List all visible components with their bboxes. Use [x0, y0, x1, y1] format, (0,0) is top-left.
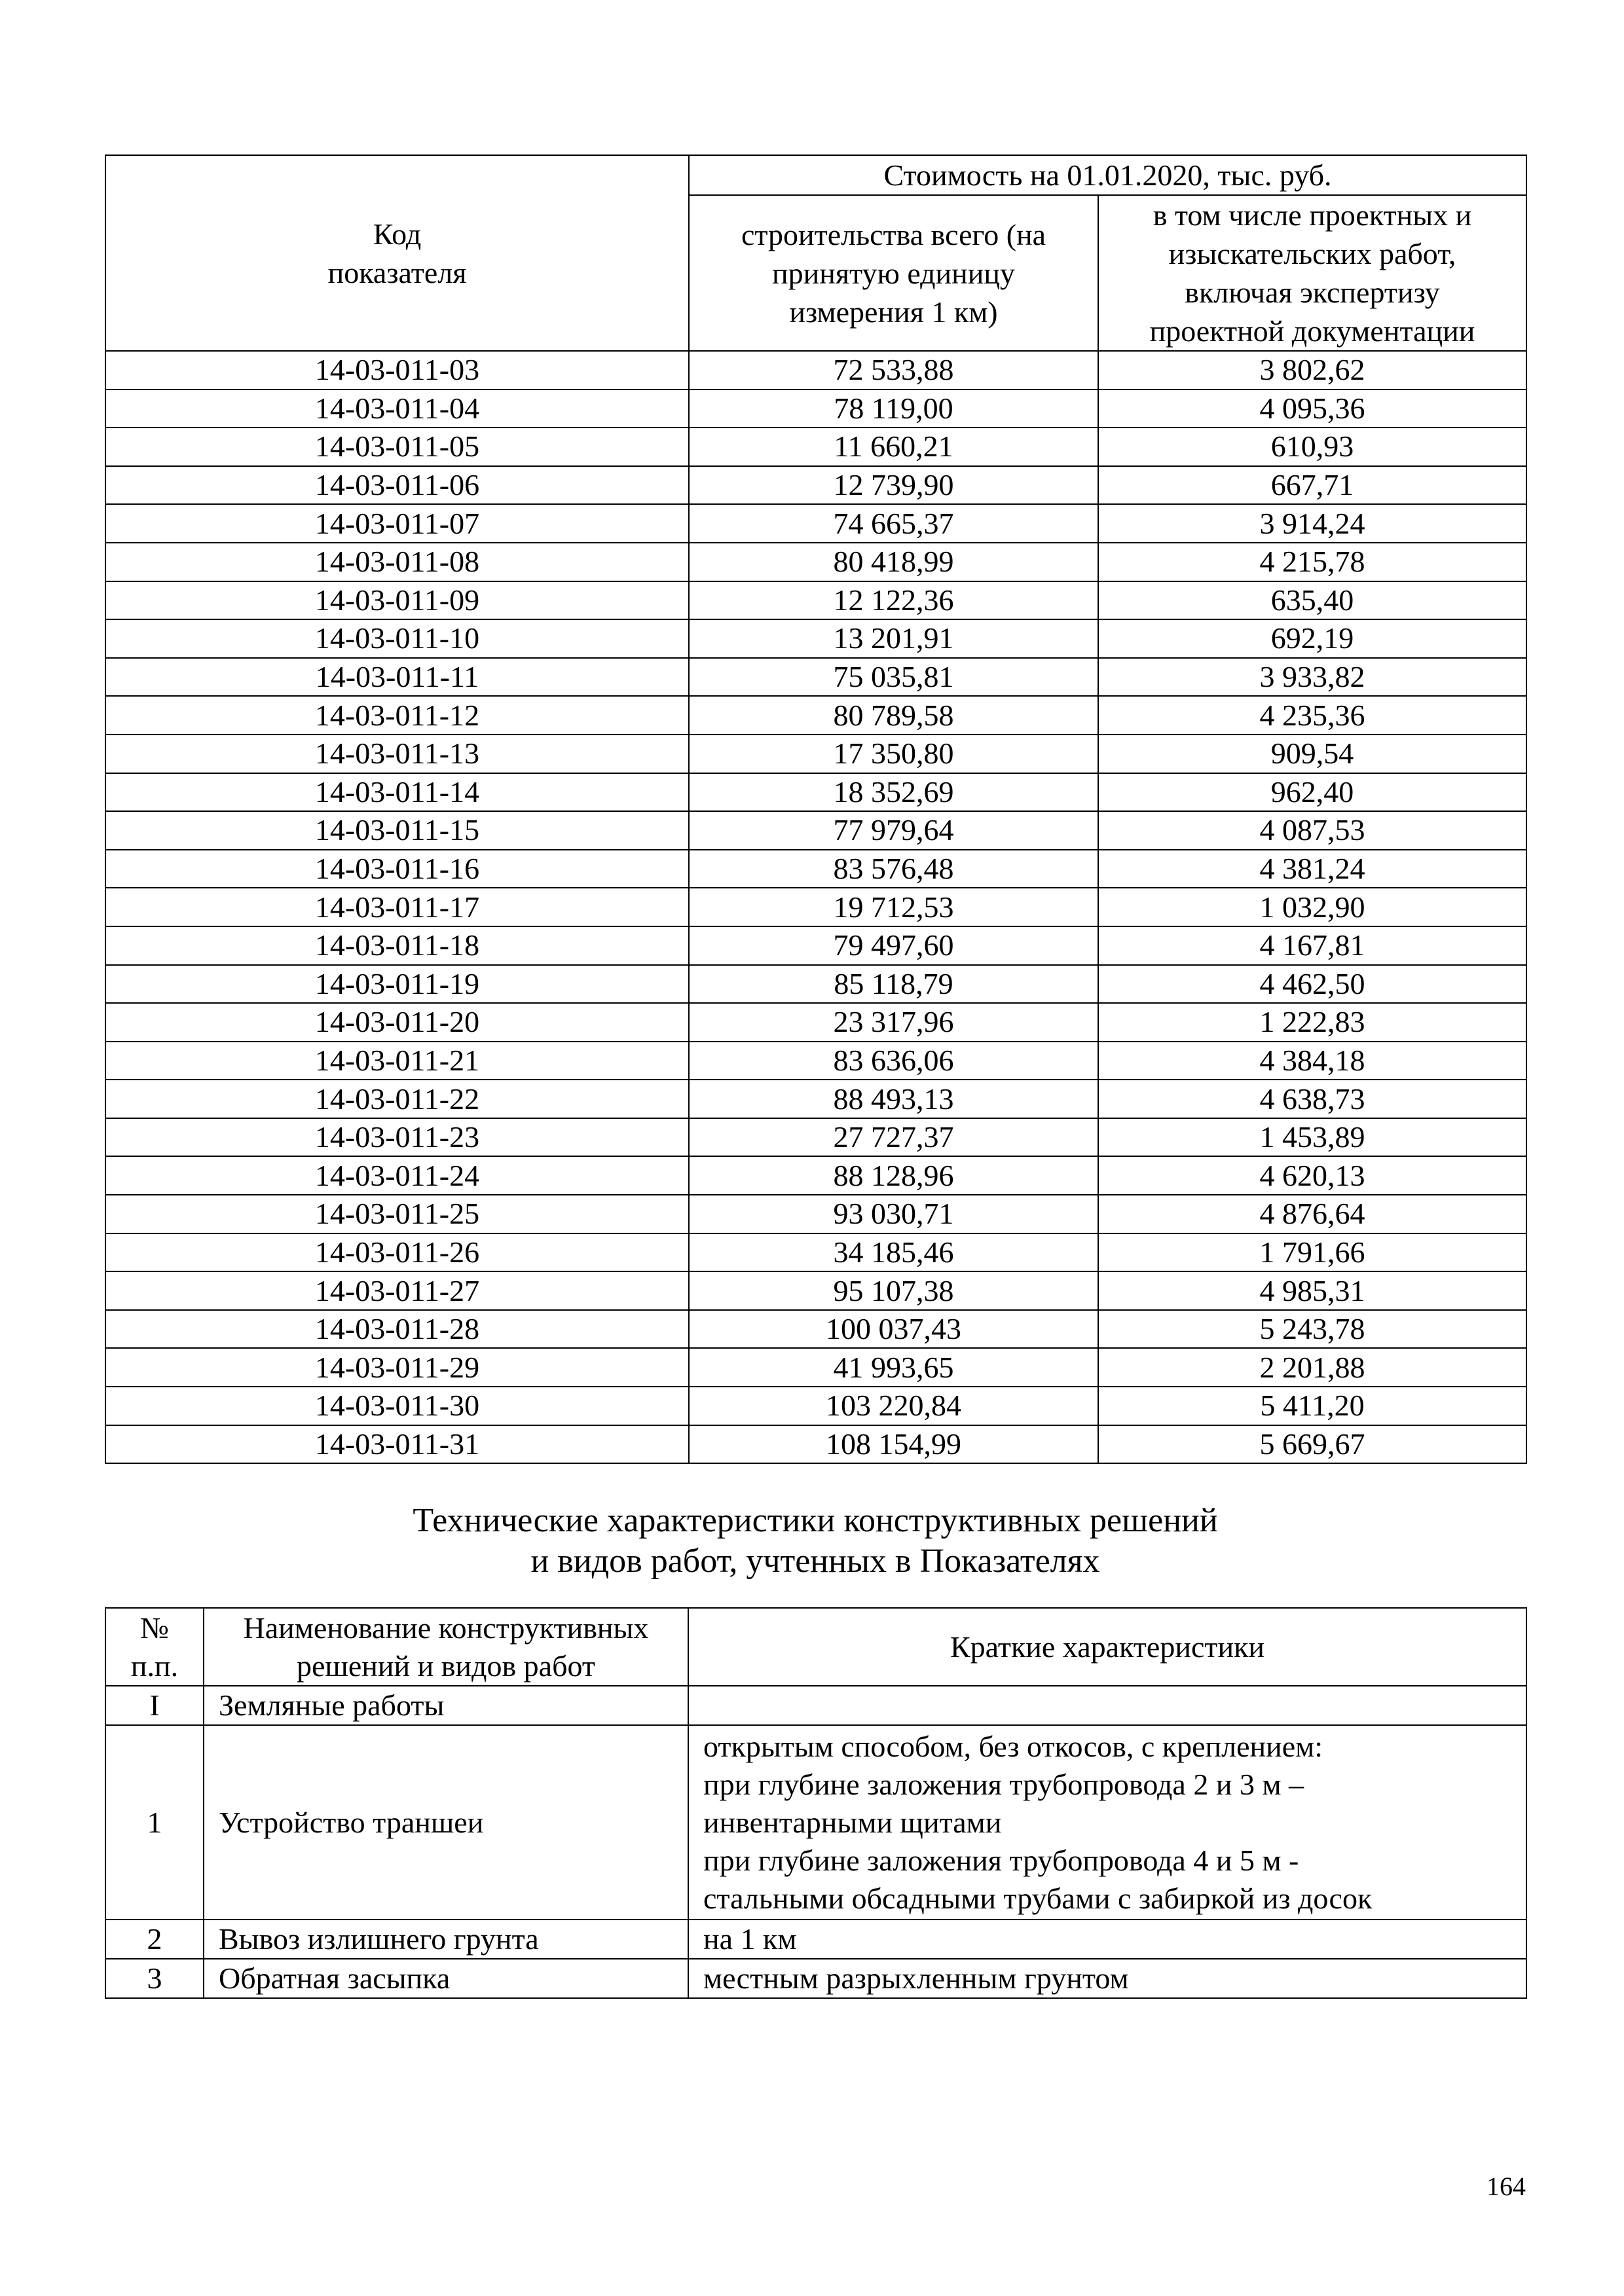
cell-total-cost: 72 533,88 [689, 351, 1098, 390]
desc-line: инвентарными щитами [703, 1805, 1002, 1839]
cell-code: 14-03-011-10 [105, 619, 689, 658]
table-row [105, 1387, 1526, 1425]
table-row [105, 428, 1526, 466]
cell-code: 14-03-011-22 [105, 1080, 689, 1118]
cell-design-cost: 4 167,81 [1098, 926, 1526, 965]
cell-num: I [105, 1686, 204, 1725]
cell-num: 3 [105, 1959, 204, 1998]
cell-desc [688, 1920, 1526, 1959]
cell-total-cost: 108 154,99 [689, 1425, 1098, 1464]
cell-code: 14-03-011-08 [105, 543, 689, 581]
table-row [105, 1195, 1526, 1233]
cell-code: 14-03-011-25 [105, 1195, 689, 1233]
cell-code: 14-03-011-21 [105, 1042, 689, 1080]
header-num: № п.п. [105, 1608, 204, 1686]
cell-code: 14-03-011-17 [105, 888, 689, 926]
section-title-line-2: и видов работ, учтенных в Показателях [530, 1542, 1100, 1580]
cell-design-cost: 3 933,82 [1098, 658, 1526, 697]
cell-design-cost: 962,40 [1098, 773, 1526, 812]
cell-name: Обратная засыпка [204, 1959, 688, 1998]
cell-code: 14-03-011-09 [105, 581, 689, 620]
section-title-line-1: Технические характеристики конструктивных решений [413, 1502, 1218, 1539]
cell-design-cost: 4 620,13 [1098, 1156, 1526, 1195]
cell-code: 14-03-011-24 [105, 1156, 689, 1195]
tech-table [105, 1607, 1527, 1999]
cell-design-cost: 5 411,20 [1098, 1387, 1526, 1425]
desc-line: на 1 км [703, 1922, 797, 1956]
cell-total-cost: 103 220,84 [689, 1387, 1098, 1425]
cell-code: 14-03-011-26 [105, 1233, 689, 1272]
cell-code: 14-03-011-14 [105, 773, 689, 812]
table-row [105, 965, 1526, 1004]
cell-code: 14-03-011-18 [105, 926, 689, 965]
table-row [105, 735, 1526, 773]
table-row [105, 1042, 1526, 1080]
cell-total-cost: 100 037,43 [689, 1310, 1098, 1349]
cell-design-cost: 4 876,64 [1098, 1195, 1526, 1233]
cell-total-cost: 77 979,64 [689, 811, 1098, 850]
cell-design-cost: 3 914,24 [1098, 504, 1526, 543]
cell-code: 14-03-011-29 [105, 1348, 689, 1387]
cell-code: 14-03-011-05 [105, 428, 689, 466]
table-row [105, 466, 1526, 505]
cell-code: 14-03-011-23 [105, 1118, 689, 1157]
cell-design-cost: 1 222,83 [1098, 1003, 1526, 1042]
header-desc: Краткие характеристики [688, 1608, 1526, 1686]
table-row [105, 696, 1526, 735]
table-row [105, 773, 1526, 812]
table-row [105, 581, 1526, 620]
cell-total-cost: 17 350,80 [689, 735, 1098, 773]
cell-total-cost: 80 418,99 [689, 543, 1098, 581]
cost-table-body [105, 351, 1526, 1463]
cell-total-cost: 80 789,58 [689, 696, 1098, 735]
cell-total-cost: 74 665,37 [689, 504, 1098, 543]
cell-total-cost: 27 727,37 [689, 1118, 1098, 1157]
cell-total-cost: 85 118,79 [689, 965, 1098, 1004]
cell-design-cost: 4 985,31 [1098, 1271, 1526, 1310]
cell-total-cost: 75 035,81 [689, 658, 1098, 697]
table-row [105, 619, 1526, 658]
tech-table-body [105, 1686, 1526, 1998]
cell-total-cost: 41 993,65 [689, 1348, 1098, 1387]
cell-design-cost: 4 087,53 [1098, 811, 1526, 850]
header-total-cost: строительства всего (на принятую единицу измерения 1 км) [689, 195, 1098, 351]
table-row [105, 1118, 1526, 1157]
cell-code: 14-03-011-31 [105, 1425, 689, 1464]
table-row [105, 888, 1526, 926]
cell-design-cost: 909,54 [1098, 735, 1526, 773]
table-row [105, 1959, 1526, 1998]
cell-total-cost: 19 712,53 [689, 888, 1098, 926]
table-row [105, 1425, 1526, 1464]
cell-design-cost: 1 032,90 [1098, 888, 1526, 926]
cell-design-cost: 4 235,36 [1098, 696, 1526, 735]
cell-design-cost: 610,93 [1098, 428, 1526, 466]
table-row [105, 811, 1526, 850]
cell-total-cost: 18 352,69 [689, 773, 1098, 812]
cell-code: 14-03-011-13 [105, 735, 689, 773]
cell-code: 14-03-011-04 [105, 390, 689, 428]
table-row [105, 1686, 1526, 1725]
cell-total-cost: 12 122,36 [689, 581, 1098, 620]
table-row [105, 926, 1526, 965]
cell-total-cost: 95 107,38 [689, 1271, 1098, 1310]
desc-line: при глубине заложения трубопровода 4 и 5 м - [703, 1843, 1299, 1877]
cell-total-cost: 13 201,91 [689, 619, 1098, 658]
table-row [105, 1920, 1526, 1959]
cell-design-cost: 667,71 [1098, 466, 1526, 505]
cell-code: 14-03-011-16 [105, 850, 689, 888]
table-row [105, 543, 1526, 581]
cell-code: 14-03-011-06 [105, 466, 689, 505]
cell-design-cost: 1 791,66 [1098, 1233, 1526, 1272]
table-row [105, 1003, 1526, 1042]
cell-design-cost: 635,40 [1098, 581, 1526, 620]
cell-total-cost: 88 128,96 [689, 1156, 1098, 1195]
cell-code: 14-03-011-20 [105, 1003, 689, 1042]
cell-design-cost: 692,19 [1098, 619, 1526, 658]
cell-total-cost: 88 493,13 [689, 1080, 1098, 1118]
cell-desc [688, 1686, 1526, 1725]
cell-num: 2 [105, 1920, 204, 1959]
table-row [105, 390, 1526, 428]
section-title [105, 1501, 1526, 1582]
cell-desc [688, 1959, 1526, 1998]
header-name: Наименование конструктивных решений и видов работ [204, 1608, 688, 1686]
header-code: Код показателя [105, 155, 689, 351]
cell-design-cost: 3 802,62 [1098, 351, 1526, 390]
cell-design-cost: 5 669,67 [1098, 1425, 1526, 1464]
desc-line: открытым способом, без откосов, с креплением: [703, 1729, 1323, 1763]
cell-total-cost: 11 660,21 [689, 428, 1098, 466]
desc-line: при глубине заложения трубопровода 2 и 3 м – [703, 1767, 1304, 1801]
table-row [105, 1156, 1526, 1195]
table-row [105, 658, 1526, 697]
cell-total-cost: 83 636,06 [689, 1042, 1098, 1080]
cell-code: 14-03-011-27 [105, 1271, 689, 1310]
table-row [105, 1080, 1526, 1118]
cell-name: Устройство траншеи [204, 1725, 688, 1920]
cell-code: 14-03-011-15 [105, 811, 689, 850]
cell-total-cost: 23 317,96 [689, 1003, 1098, 1042]
cell-desc [688, 1725, 1526, 1920]
header-cost-group: Стоимость на 01.01.2020, тыс. руб. [689, 155, 1526, 195]
page-number: 164 [1486, 2172, 1526, 2201]
cell-code: 14-03-011-30 [105, 1387, 689, 1425]
table-row [105, 1271, 1526, 1310]
cell-total-cost: 12 739,90 [689, 466, 1098, 505]
cell-design-cost: 4 381,24 [1098, 850, 1526, 888]
cell-total-cost: 78 119,00 [689, 390, 1098, 428]
cell-design-cost: 5 243,78 [1098, 1310, 1526, 1349]
cell-design-cost: 4 462,50 [1098, 965, 1526, 1004]
table-row [105, 850, 1526, 888]
table-row [105, 351, 1526, 390]
table-row [105, 1310, 1526, 1349]
cell-design-cost: 4 638,73 [1098, 1080, 1526, 1118]
cell-total-cost: 79 497,60 [689, 926, 1098, 965]
cell-name: Вывоз излишнего грунта [204, 1920, 688, 1959]
cell-design-cost: 4 215,78 [1098, 543, 1526, 581]
cell-design-cost: 4 384,18 [1098, 1042, 1526, 1080]
cell-total-cost: 34 185,46 [689, 1233, 1098, 1272]
header-design-cost: в том числе проектных и изыскательских работ, включая экспертизу проектной документации [1098, 195, 1526, 351]
cell-design-cost: 1 453,89 [1098, 1118, 1526, 1157]
cell-total-cost: 93 030,71 [689, 1195, 1098, 1233]
desc-line: местным разрыхленным грунтом [703, 1961, 1129, 1995]
table-row [105, 1348, 1526, 1387]
cell-code: 14-03-011-19 [105, 965, 689, 1004]
cell-code: 14-03-011-07 [105, 504, 689, 543]
cell-total-cost: 83 576,48 [689, 850, 1098, 888]
cell-num: 1 [105, 1725, 204, 1920]
cell-name: Земляные работы [204, 1686, 688, 1725]
cell-code: 14-03-011-28 [105, 1310, 689, 1349]
cell-code: 14-03-011-03 [105, 351, 689, 390]
cell-code: 14-03-011-11 [105, 658, 689, 697]
table-row [105, 1725, 1526, 1920]
cell-design-cost: 4 095,36 [1098, 390, 1526, 428]
table-row [105, 1233, 1526, 1272]
table-row [105, 504, 1526, 543]
cell-code: 14-03-011-12 [105, 696, 689, 735]
cost-table [105, 155, 1527, 1464]
desc-line: стальными обсадными трубами с забиркой из досок [703, 1881, 1373, 1915]
cell-design-cost: 2 201,88 [1098, 1348, 1526, 1387]
